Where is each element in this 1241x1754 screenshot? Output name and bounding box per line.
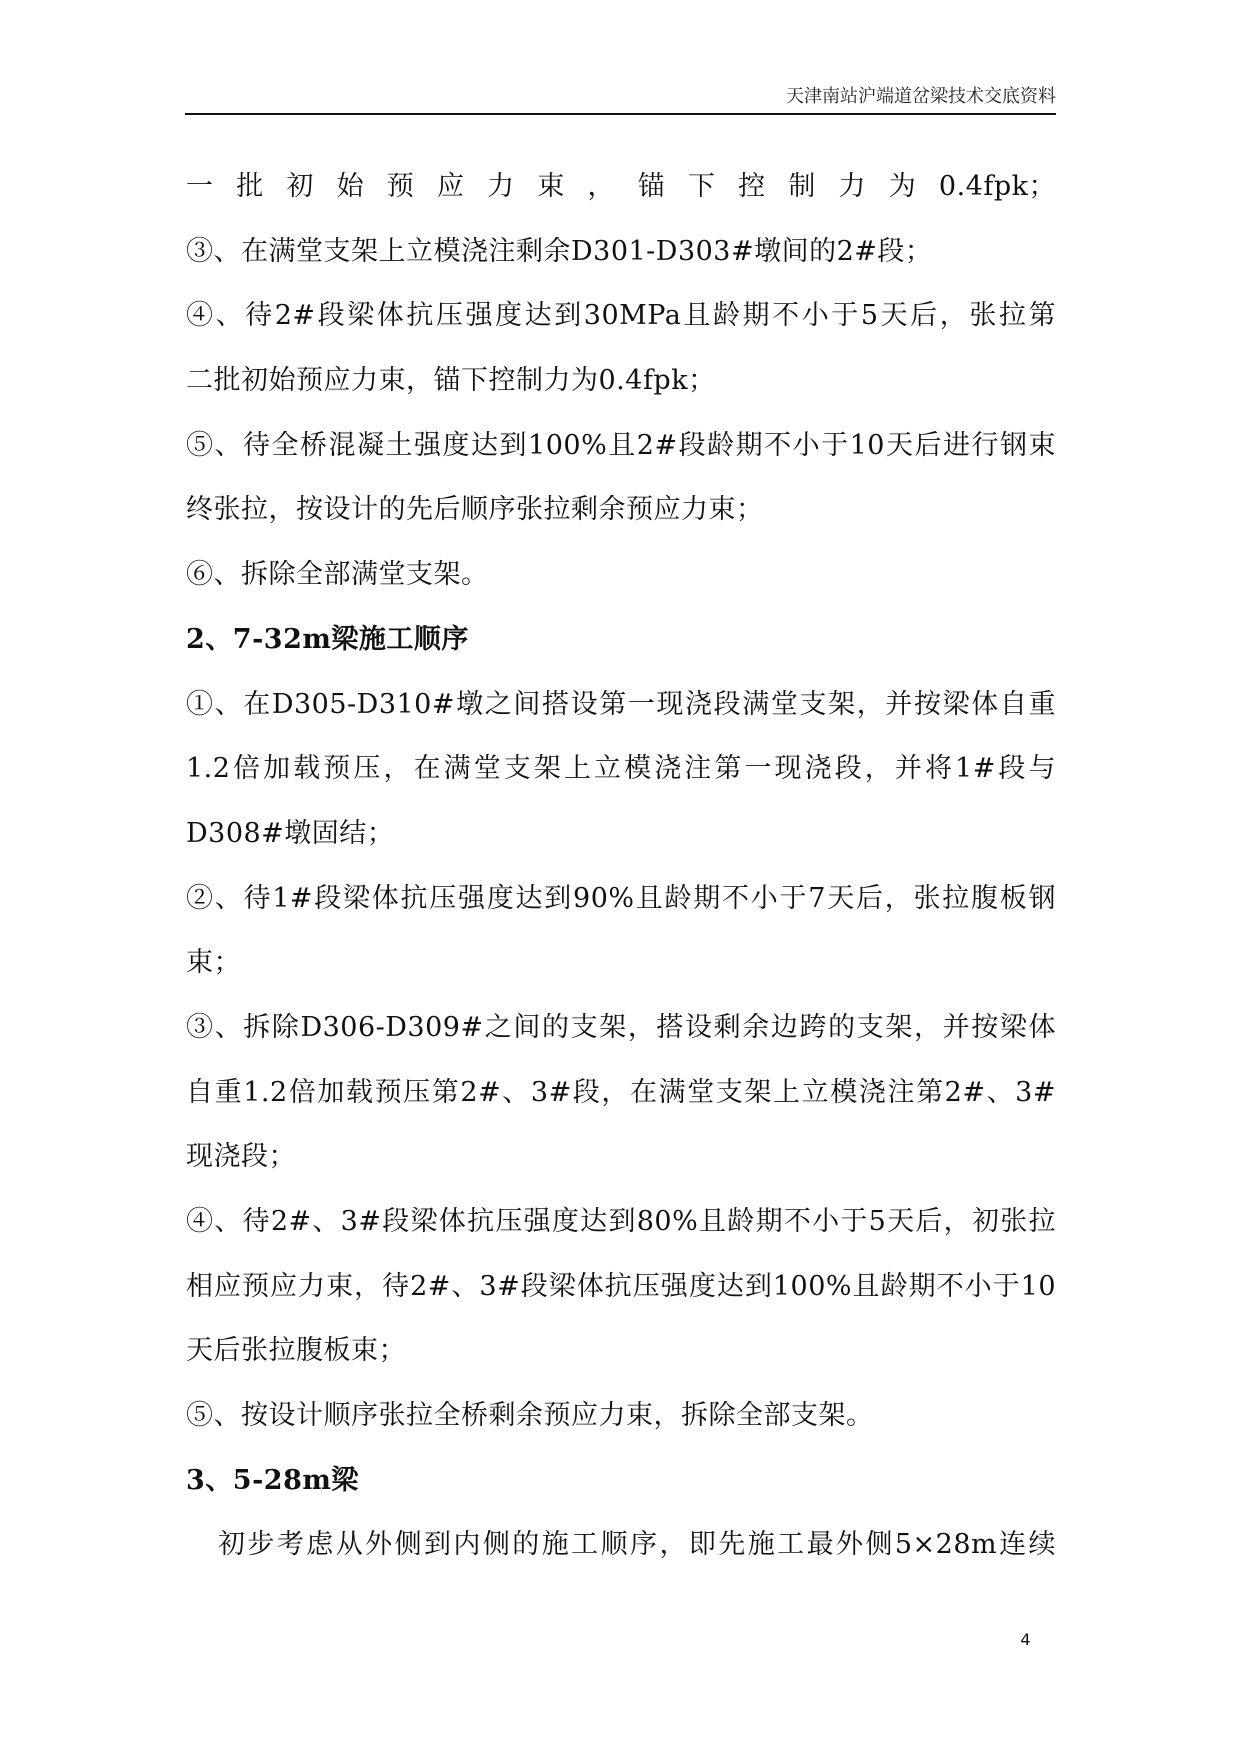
text-line: 自重1.2倍加载预压第2#、3#段，在满堂支架上立模浇注第2#、3# (186, 1076, 1056, 1108)
text-line: ①、在D305-D310#墩之间搭设第一现浇段满堂支架，并按梁体自重 (186, 688, 1056, 720)
text-line: 初步考虑从外侧到内侧的施工顺序，即先施工最外侧5×28m连续 (218, 1529, 1056, 1561)
header-rule (185, 113, 1056, 115)
text-line: 相应预应力束，待2#、3#段梁体抗压强度达到100%且龄期不小于10 (186, 1270, 1056, 1302)
text-line: D308#墩固结； (186, 817, 395, 849)
text-line: 一批初始预应力束，锚下控制力为0.4fpk； (186, 171, 1056, 202)
text-line: ⑥、拆除全部满堂支架。 (186, 559, 489, 591)
text-line: 二批初始预应力束，锚下控制力为0.4fpk； (186, 365, 716, 397)
text-line: 现浇段； (186, 1141, 296, 1173)
text-line: 1.2倍加载预压，在满堂支架上立模浇注第一现浇段，并将1#段与 (186, 753, 1056, 785)
text-line: ②、待1#段梁体抗压强度达到90%且龄期不小于7天后，张拉腹板钢 (186, 882, 1056, 914)
section-heading: 3、5-28m梁 (186, 1464, 359, 1496)
page-number: 4 (1020, 1630, 1031, 1649)
text-line: ⑤、按设计顺序张拉全桥剩余预应力束，拆除全部支架。 (186, 1400, 874, 1432)
text-line: 束； (186, 947, 241, 979)
text-line: ④、待2#段梁体抗压强度达到30MPa且龄期不小于5天后，张拉第 (186, 300, 1056, 332)
running-header: 天津南站沪端道岔梁技术交底资料 (786, 86, 1056, 107)
section-heading: 2、7-32m梁施工顺序 (186, 623, 469, 655)
text-line: ⑤、待全桥混凝土强度达到100%且2#段龄期不小于10天后进行钢束 (186, 429, 1056, 461)
text-line: ③、拆除D306-D309#之间的支架，搭设剩余边跨的支架，并按梁体 (186, 1011, 1056, 1043)
text-line: 天后张拉腹板束； (186, 1335, 406, 1367)
text-line: ③、在满堂支架上立模浇注剩余D301-D303#墩间的2#段； (186, 235, 933, 267)
text-line: 终张拉，按设计的先后顺序张拉剩余预应力束； (186, 494, 764, 526)
text-line: ④、待2#、3#段梁体抗压强度达到80%且龄期不小于5天后，初张拉 (186, 1206, 1056, 1237)
document-body (186, 155, 1056, 1578)
